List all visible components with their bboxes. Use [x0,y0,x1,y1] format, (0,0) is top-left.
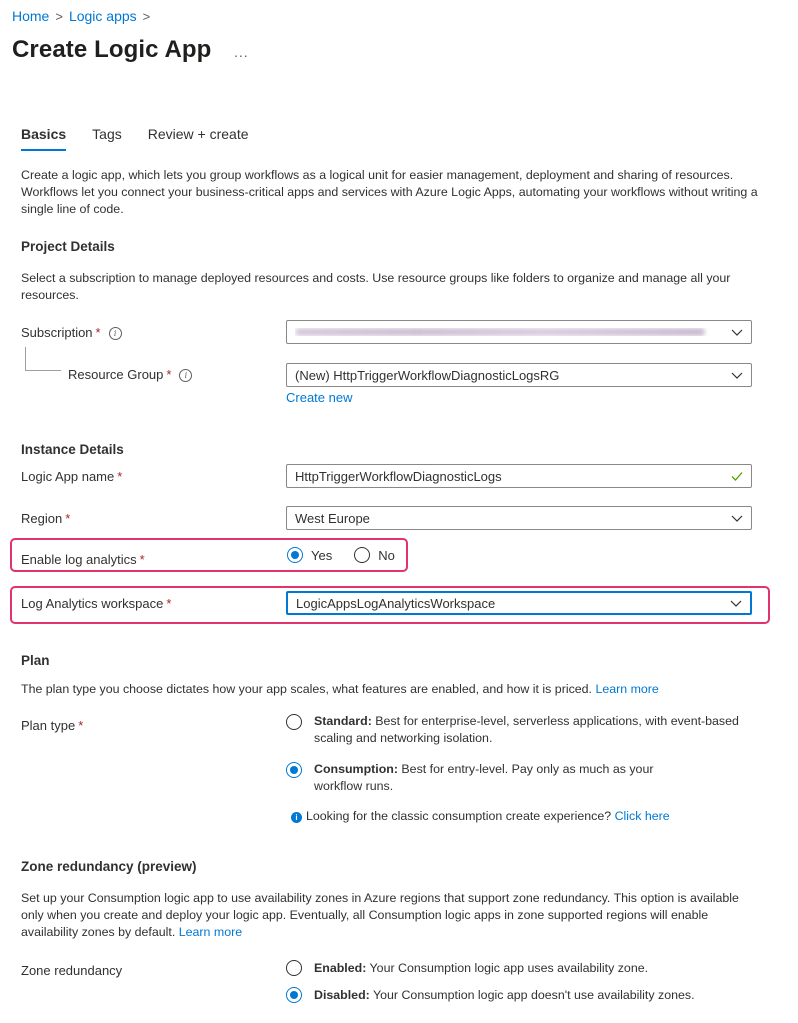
region-label-text: Region [21,511,63,526]
page-title: Create Logic App [12,36,212,63]
zone-enabled-text [314,960,648,977]
plan-type-label [21,718,83,733]
zone-disabled-title: Disabled: [314,988,370,1002]
required-mark: * [78,718,84,733]
chevron-down-icon [731,369,743,381]
plan-standard-text [314,713,746,747]
zone-enabled-title: Enabled: [314,961,367,975]
subscription-dropdown[interactable] [286,320,752,344]
required-mark: * [65,511,71,526]
more-options-button[interactable]: ... [234,44,249,60]
plan-option-consumption [286,761,696,795]
plan-standard-radio[interactable] [286,714,302,730]
checkmark-icon [731,470,743,482]
classic-consumption-notice [291,809,670,823]
enable-log-analytics-label-text: Enable log analytics [21,552,137,567]
tree-connector [25,370,61,371]
chevron-down-icon [731,512,743,524]
zone-option-disabled [286,987,746,1004]
plan-standard-title: Standard: [314,714,372,728]
log-analytics-workspace-value: LogicAppsLogAnalyticsWorkspace [296,595,496,611]
click-here-link[interactable]: Click here [614,809,670,823]
log-analytics-no-radio[interactable] [354,547,370,563]
plan-standard-description: Best for enterprise-level, serverless applications, with event-based scaling and networking isolation. [314,714,739,745]
plan-learn-more-link[interactable]: Learn more [595,682,659,696]
instance-details-heading: Instance Details [21,442,124,457]
breadcrumb-home-link[interactable]: Home [12,8,50,24]
plan-consumption-title: Consumption: [314,762,398,776]
breadcrumb-logic-apps-link[interactable]: Logic apps [68,8,137,24]
region-dropdown[interactable] [286,506,752,530]
tab-review-create[interactable]: Review + create [147,126,249,142]
classic-consumption-text: Looking for the classic consumption create experience? [306,809,612,823]
breadcrumb [12,8,150,24]
resource-group-value: (New) HttpTriggerWorkflowDiagnosticLogsRG [295,367,560,383]
tab-tags[interactable]: Tags [92,126,122,142]
required-mark: * [166,596,172,611]
info-icon[interactable]: i [179,369,192,382]
plan-heading: Plan [21,653,50,668]
plan-consumption-text [314,761,696,795]
intro-text: Create a logic app, which lets you group workflows as a logical unit for easier management, deployment and sharing of resources. Workflows let you connect your business-critical apps and services with Azure Logic Apps, automating your workflows without writing a single line of code. [21,168,758,216]
required-mark: * [117,469,123,484]
region-value: West Europe [295,510,370,526]
zone-disabled-text [314,987,695,1004]
tab-basics[interactable]: Basics [21,126,66,149]
log-analytics-workspace-label [21,596,171,611]
chevron-down-icon [731,326,743,338]
log-analytics-yes-label: Yes [311,547,333,563]
plan-consumption-description: Best for entry-level. Pay only as much as your workflow runs. [314,762,654,793]
plan-consumption-radio[interactable] [286,762,302,778]
required-mark: * [139,552,145,567]
zone-redundancy-heading: Zone redundancy (preview) [21,859,197,874]
required-mark: * [166,367,172,382]
info-icon[interactable]: i [109,327,122,340]
plan-option-standard [286,713,746,747]
zone-learn-more-link[interactable]: Learn more [178,925,243,939]
region-label [21,511,70,526]
project-details-description: Select a subscription to manage deployed resources and costs. Use resource groups like folders to organize and manage all your resources. [21,271,731,302]
zone-disabled-radio[interactable] [286,987,302,1003]
zone-enabled-radio[interactable] [286,960,302,976]
logic-app-name-label-text: Logic App name [21,469,115,484]
zone-redundancy-description-text: Set up your Consumption logic app to use availability zones in Azure regions that support zone redundancy. This option is available only when you create and deploy your logic app. Eventually, all Consumption logic apps in zone supported regions will enable availability zones by default. [21,891,739,939]
zone-disabled-description: Your Consumption logic app doesn't use availability zones. [373,988,695,1002]
plan-description-text: The plan type you choose dictates how your app scales, what features are enabled, and how it is priced. [21,682,592,696]
breadcrumb-separator: > [55,8,63,24]
info-icon: i [291,812,302,823]
create-new-link[interactable]: Create new [286,390,353,405]
resource-group-label [68,367,192,382]
subscription-label [21,325,122,340]
zone-redundancy-description [21,890,761,941]
logic-app-name-value: HttpTriggerWorkflowDiagnosticLogs [295,468,502,484]
zone-enabled-description: Your Consumption logic app uses availability zone. [369,961,649,975]
zone-option-enabled [286,960,746,977]
tab-bar [21,126,249,149]
subscription-label-text: Subscription [21,325,93,340]
logic-app-name-label [21,469,122,484]
log-analytics-workspace-label-text: Log Analytics workspace [21,596,164,611]
resource-group-dropdown[interactable] [286,363,752,387]
plan-description [21,681,761,698]
log-analytics-no-label: No [378,547,395,563]
plan-type-label-text: Plan type [21,718,76,733]
resource-group-label-text: Resource Group [68,367,164,382]
log-analytics-yes-radio[interactable] [287,547,303,563]
zone-redundancy-label: Zone redundancy [21,963,123,978]
log-analytics-radio-group [287,547,395,563]
enable-log-analytics-label [21,552,145,567]
chevron-down-icon [730,597,742,609]
required-mark: * [95,325,101,340]
log-analytics-workspace-dropdown[interactable] [286,591,752,615]
logic-app-name-input[interactable] [286,464,752,488]
tree-connector [25,347,26,370]
subscription-value-redacted [295,328,731,336]
breadcrumb-separator: > [142,8,151,24]
project-details-heading: Project Details [21,239,115,254]
